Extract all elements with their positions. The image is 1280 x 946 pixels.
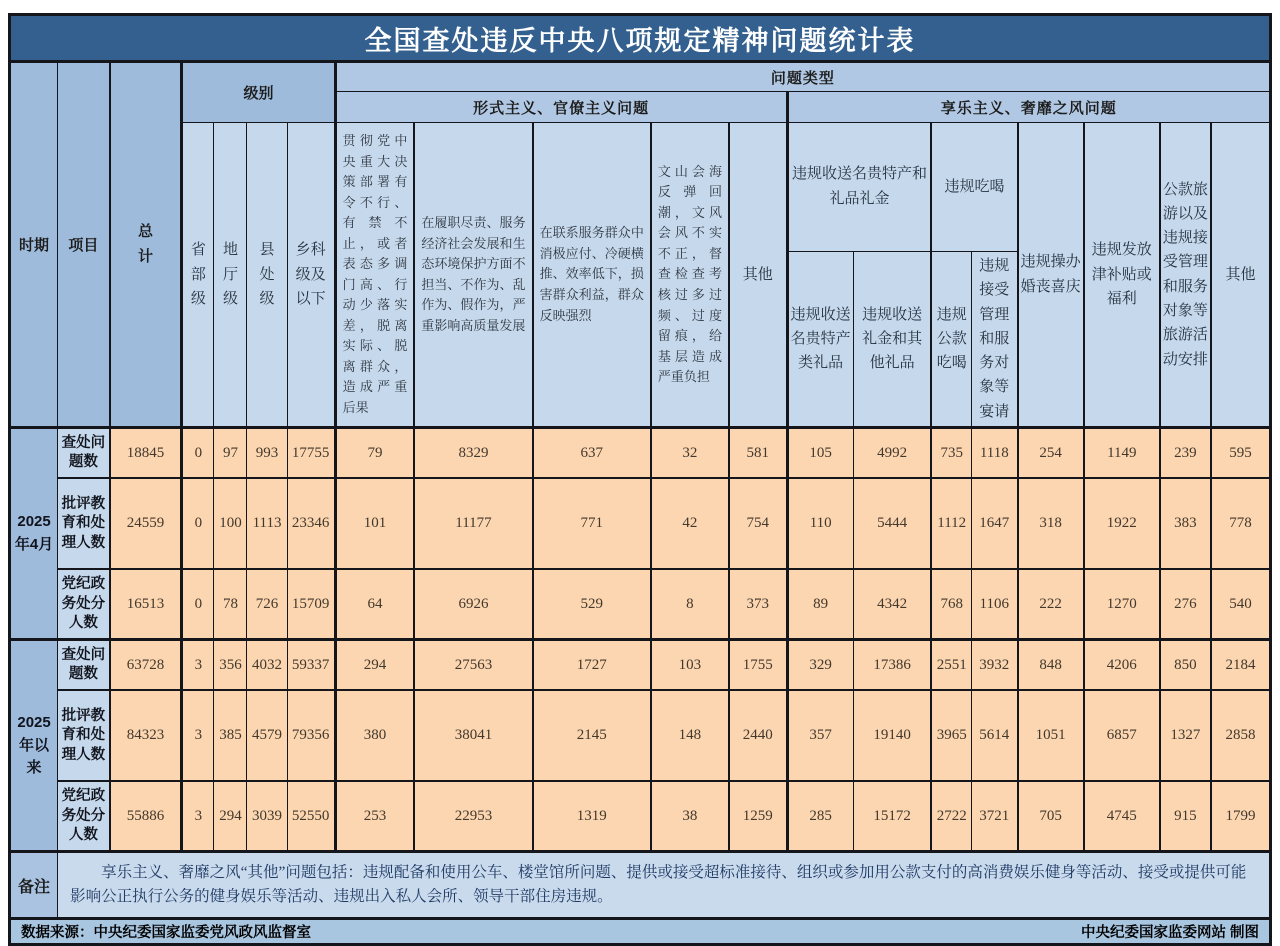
data-cell: 15172 — [853, 781, 931, 852]
row-label: 批评教育和处理人数 — [58, 478, 110, 569]
data-cell: 4745 — [1084, 781, 1160, 852]
data-cell: 735 — [931, 428, 971, 479]
data-cell: 1922 — [1084, 478, 1160, 569]
data-cell: 3 — [182, 640, 214, 691]
column-group-formalism: 形式主义、官僚主义问题 — [335, 92, 787, 123]
column-header-gifts-sub: 违规收送名贵特产类礼品 — [787, 251, 853, 428]
data-cell: 148 — [651, 690, 729, 781]
data-cell: 1118 — [971, 428, 1017, 479]
column-group-problem-type: 问题类型 — [335, 62, 1270, 92]
data-cell: 3039 — [247, 781, 287, 852]
column-header-period: 时期 — [10, 62, 58, 428]
data-cell: 294 — [214, 781, 247, 852]
column-header-eating-sub: 违规接受管理和服务对象等宴请 — [971, 251, 1017, 428]
column-header-level: 县处级 — [247, 123, 287, 428]
data-cell: 5614 — [971, 690, 1017, 781]
period-label: 2025年以来 — [10, 640, 58, 852]
data-cell: 15709 — [287, 569, 335, 640]
data-cell: 294 — [335, 640, 414, 691]
data-cell: 59337 — [287, 640, 335, 691]
column-group-gifts: 违规收送名贵特产和礼品礼金 — [787, 123, 931, 252]
row-label: 查处问题数 — [58, 428, 110, 479]
data-cell: 778 — [1211, 478, 1271, 569]
column-header-item: 项目 — [58, 62, 110, 428]
data-cell: 103 — [651, 640, 729, 691]
column-group-level: 级别 — [182, 62, 335, 123]
table-row — [10, 781, 1271, 852]
data-cell: 373 — [729, 569, 787, 640]
data-cell: 2858 — [1211, 690, 1271, 781]
data-cell: 89 — [787, 569, 853, 640]
data-cell: 63728 — [110, 640, 182, 691]
data-cell: 581 — [729, 428, 787, 479]
data-cell: 17386 — [853, 640, 931, 691]
data-cell: 24559 — [110, 478, 182, 569]
data-cell: 754 — [729, 478, 787, 569]
column-group-hedonism: 享乐主义、奢靡之风问题 — [787, 92, 1270, 123]
column-header-formalism: 在联系服务群众中消极应付、冷硬横推、效率低下，损害群众利益，群众反映强烈 — [533, 123, 651, 428]
data-cell: 1149 — [1084, 428, 1160, 479]
data-cell: 1327 — [1160, 690, 1211, 781]
column-header-gifts-sub: 违规收送礼金和其他礼品 — [853, 251, 931, 428]
data-cell: 97 — [214, 428, 247, 479]
data-cell: 17755 — [287, 428, 335, 479]
data-cell: 285 — [787, 781, 853, 852]
data-cell: 993 — [247, 428, 287, 479]
column-header-level: 乡科级及以下 — [287, 123, 335, 428]
data-cell: 52550 — [287, 781, 335, 852]
data-cell: 3 — [182, 690, 214, 781]
period-label: 2025年4月 — [10, 428, 58, 640]
data-cell: 222 — [1018, 569, 1084, 640]
data-cell: 3721 — [971, 781, 1017, 852]
data-cell: 19140 — [853, 690, 931, 781]
data-cell: 3965 — [931, 690, 971, 781]
column-header-hedonism: 公款旅游以及违规接受管理和服务对象等旅游活动安排 — [1160, 123, 1211, 428]
column-group-eating: 违规吃喝 — [931, 123, 1017, 252]
data-cell: 4032 — [247, 640, 287, 691]
data-cell: 101 — [335, 478, 414, 569]
data-cell: 84323 — [110, 690, 182, 781]
data-cell: 1113 — [247, 478, 287, 569]
data-cell: 1112 — [931, 478, 971, 569]
data-cell: 18845 — [110, 428, 182, 479]
data-cell: 848 — [1018, 640, 1084, 691]
data-cell: 42 — [651, 478, 729, 569]
table-row — [10, 690, 1271, 781]
data-cell: 6857 — [1084, 690, 1160, 781]
data-cell: 329 — [787, 640, 853, 691]
column-header-level: 地厅级 — [214, 123, 247, 428]
data-cell: 1270 — [1084, 569, 1160, 640]
data-cell: 2551 — [931, 640, 971, 691]
data-cell: 5444 — [853, 478, 931, 569]
data-cell: 8 — [651, 569, 729, 640]
column-header-formalism: 文山会海反弹回潮，文风会风不实不正，督查检查考核过多过频、过度留痕，给基层造成严重负担 — [651, 123, 729, 428]
column-header-formalism: 其他 — [729, 123, 787, 428]
remark-text: 享乐主义、奢靡之风“其他”问题包括：违规配备和使用公车、楼堂馆所问题、提供或接受超标准接待、组织或参加用公款支付的高消费娱乐健身等活动、接受或提供可能影响公正执行公务的健身娱乐等活动、违规出入私人会所、领导干部住房违规。 — [58, 852, 1271, 919]
data-cell: 3 — [182, 781, 214, 852]
data-cell: 768 — [931, 569, 971, 640]
data-cell: 850 — [1160, 640, 1211, 691]
column-header-hedonism: 违规操办婚丧喜庆 — [1018, 123, 1084, 428]
data-cell: 4992 — [853, 428, 931, 479]
data-cell: 1755 — [729, 640, 787, 691]
data-cell: 78 — [214, 569, 247, 640]
data-cell: 1647 — [971, 478, 1017, 569]
column-header-formalism: 在履职尽责、服务经济社会发展和生态环境保护方面不担当、不作为、乱作为、假作为，严重影响高质量发展 — [414, 123, 532, 428]
data-cell: 1259 — [729, 781, 787, 852]
data-cell: 637 — [533, 428, 651, 479]
data-cell: 4206 — [1084, 640, 1160, 691]
data-cell: 79356 — [287, 690, 335, 781]
data-cell: 771 — [533, 478, 651, 569]
data-cell: 105 — [787, 428, 853, 479]
data-cell: 6926 — [414, 569, 532, 640]
data-cell: 318 — [1018, 478, 1084, 569]
data-cell: 27563 — [414, 640, 532, 691]
data-cell: 64 — [335, 569, 414, 640]
table-row — [10, 569, 1271, 640]
column-header-level: 省部级 — [182, 123, 214, 428]
data-cell: 705 — [1018, 781, 1084, 852]
data-cell: 23346 — [287, 478, 335, 569]
data-cell: 0 — [182, 478, 214, 569]
data-cell: 32 — [651, 428, 729, 479]
data-cell: 540 — [1211, 569, 1271, 640]
data-cell: 385 — [214, 690, 247, 781]
data-cell: 16513 — [110, 569, 182, 640]
table-title: 全国查处违反中央八项规定精神问题统计表 — [10, 15, 1271, 62]
data-cell: 357 — [787, 690, 853, 781]
data-cell: 2184 — [1211, 640, 1271, 691]
data-cell: 79 — [335, 428, 414, 479]
data-cell: 3932 — [971, 640, 1017, 691]
column-header-hedonism: 违规发放津补贴或福利 — [1084, 123, 1160, 428]
data-cell: 2722 — [931, 781, 971, 852]
data-cell: 383 — [1160, 478, 1211, 569]
table-row — [10, 428, 1271, 479]
data-cell: 0 — [182, 428, 214, 479]
footer-bar — [10, 919, 1271, 945]
data-cell: 726 — [247, 569, 287, 640]
data-cell: 38041 — [414, 690, 532, 781]
row-label: 党纪政务处分人数 — [58, 781, 110, 852]
data-cell: 595 — [1211, 428, 1271, 479]
data-cell: 11177 — [414, 478, 532, 569]
row-label: 批评教育和处理人数 — [58, 690, 110, 781]
data-cell: 254 — [1018, 428, 1084, 479]
data-cell: 110 — [787, 478, 853, 569]
data-cell: 1727 — [533, 640, 651, 691]
data-cell: 239 — [1160, 428, 1211, 479]
row-label: 查处问题数 — [58, 640, 110, 691]
credit-text: 中央纪委国家监委网站 制图 — [1080, 925, 1259, 942]
column-header-hedonism: 其他 — [1211, 123, 1271, 428]
data-cell: 8329 — [414, 428, 532, 479]
data-cell: 915 — [1160, 781, 1211, 852]
data-cell: 100 — [214, 478, 247, 569]
data-cell: 38 — [651, 781, 729, 852]
row-label: 党纪政务处分人数 — [58, 569, 110, 640]
table-row — [10, 478, 1271, 569]
column-header-total: 总计 — [110, 62, 182, 428]
data-cell: 0 — [182, 569, 214, 640]
data-cell: 380 — [335, 690, 414, 781]
column-header-formalism: 贯彻党中央重大决策部署有令不行、有禁不止，或者表态多调门高、行动少落实差，脱离实际、脱离群众，造成严重后果 — [335, 123, 414, 428]
data-cell: 4579 — [247, 690, 287, 781]
statistics-table — [8, 13, 1272, 946]
remark-label: 备注 — [10, 852, 58, 919]
data-cell: 356 — [214, 640, 247, 691]
data-cell: 1799 — [1211, 781, 1271, 852]
data-cell: 1051 — [1018, 690, 1084, 781]
data-cell: 55886 — [110, 781, 182, 852]
data-cell: 2440 — [729, 690, 787, 781]
column-header-eating-sub: 违规公款吃喝 — [931, 251, 971, 428]
data-source-text: 数据来源：中央纪委国家监委党风政风监督室 — [21, 925, 311, 942]
data-cell: 4342 — [853, 569, 931, 640]
data-cell: 1106 — [971, 569, 1017, 640]
data-cell: 22953 — [414, 781, 532, 852]
data-cell: 1319 — [533, 781, 651, 852]
data-cell: 253 — [335, 781, 414, 852]
data-cell: 529 — [533, 569, 651, 640]
table-row — [10, 640, 1271, 691]
data-cell: 276 — [1160, 569, 1211, 640]
data-cell: 2145 — [533, 690, 651, 781]
